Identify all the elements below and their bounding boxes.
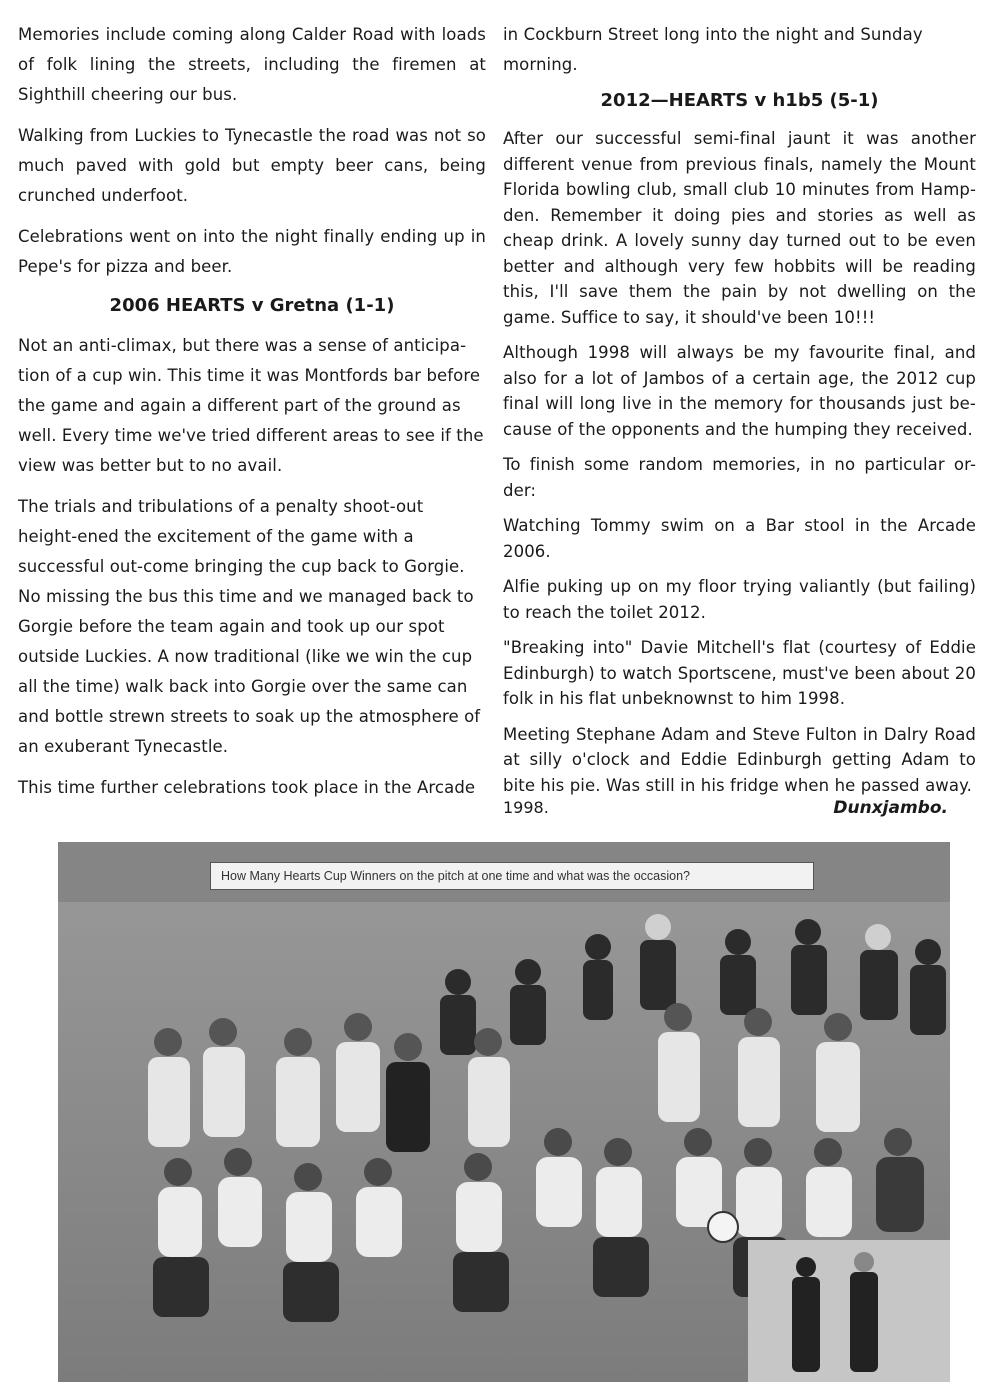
paragraph: Walking from Luckies to Tynecastle the road was not so much paved with gold but empty beer cans, being crunched underfoot. xyxy=(18,126,486,205)
paragraph: To finish some random memories, in no particular or-der: xyxy=(503,455,976,500)
team-photo-graphic xyxy=(58,842,950,1382)
paragraph: This time further celebrations took place in the Arcade xyxy=(18,778,476,797)
left-column xyxy=(18,20,486,814)
paragraph: Memories include coming along Calder Road with loads of folk lining the streets, including the firemen at Sighthill cheering our bus. xyxy=(18,25,486,104)
paragraph: Not an anti-climax, but there was a sense of anticipa-tion of a cup win. This time it was Montfords bar before the game and again a different part of the ground as well. Every time we've tried different areas to see if the view was better but to no avail. xyxy=(18,336,484,475)
paragraph: "Breaking into" Davie Mitchell's flat (courtesy of Eddie Edinburgh) to watch Sportscene, must've been about 20 folk in his flat unbeknownst to him 1998. xyxy=(503,638,976,708)
section-heading-2006: 2006 HEARTS v Gretna (1-1) xyxy=(109,295,395,316)
photo-caption-box xyxy=(210,862,814,890)
signature-year: 1998. xyxy=(503,798,549,817)
author-signature: Dunxjambo. xyxy=(833,798,948,818)
paragraph: After our successful semi-final jaunt it was another different venue from previous finals, namely the Mount Florida bowling club, small club 10 minutes from Hamp-den. Remember it doing pies and stories as well as cheap drink. A lovely sunny day turned out to be even better and although very few hobbits will be reading this, I'll save them the pain by not dwelling on the game. Suffice to say, it should've been 10!!! xyxy=(503,129,976,327)
photo-caption: How Many Hearts Cup Winners on the pitch at one time and what was the occasion? xyxy=(221,869,690,883)
paragraph: in Cockburn Street long into the night and Sunday morning. xyxy=(503,25,923,74)
paragraph: Alfie puking up on my floor trying valiantly (but failing) to reach the toilet 2012. xyxy=(503,577,976,622)
paragraph: The trials and tribulations of a penalty shoot-out height-ened the excitement of the game with a successful out-come bringing the cup back to Gorgie. No missing the bus this time and we managed back to Gorgie before the team again and took up our spot outside Luckies. A now traditional (like we win the cup all the time) walk back into Gorgie over the same can and bottle strewn streets to soak up the atmosphere of an exuberant Tynecastle. xyxy=(18,497,481,756)
right-column xyxy=(503,20,976,818)
signature-line xyxy=(503,798,976,818)
paragraph: Meeting Stephane Adam and Steve Fulton in Dalry Road at silly o'clock and Eddie Edinburgh getting Adam to bite his pie. Was still in his fridge when he passed away. xyxy=(503,724,976,795)
paragraph: Watching Tommy swim on a Bar stool in the Arcade 2006. xyxy=(503,516,976,561)
paragraph: Celebrations went on into the night finally ending up in Pepe's for pizza and beer. xyxy=(18,227,486,276)
paragraph: Although 1998 will always be my favourite final, and also for a lot of Jambos of a certain age, the 2012 cup final will long live in the memory for thousands just be-cause of the opponents and the humping they received. xyxy=(503,343,976,439)
section-heading-2012: 2012—HEARTS v h1b5 (5-1) xyxy=(600,90,879,111)
team-photo xyxy=(58,842,950,1382)
